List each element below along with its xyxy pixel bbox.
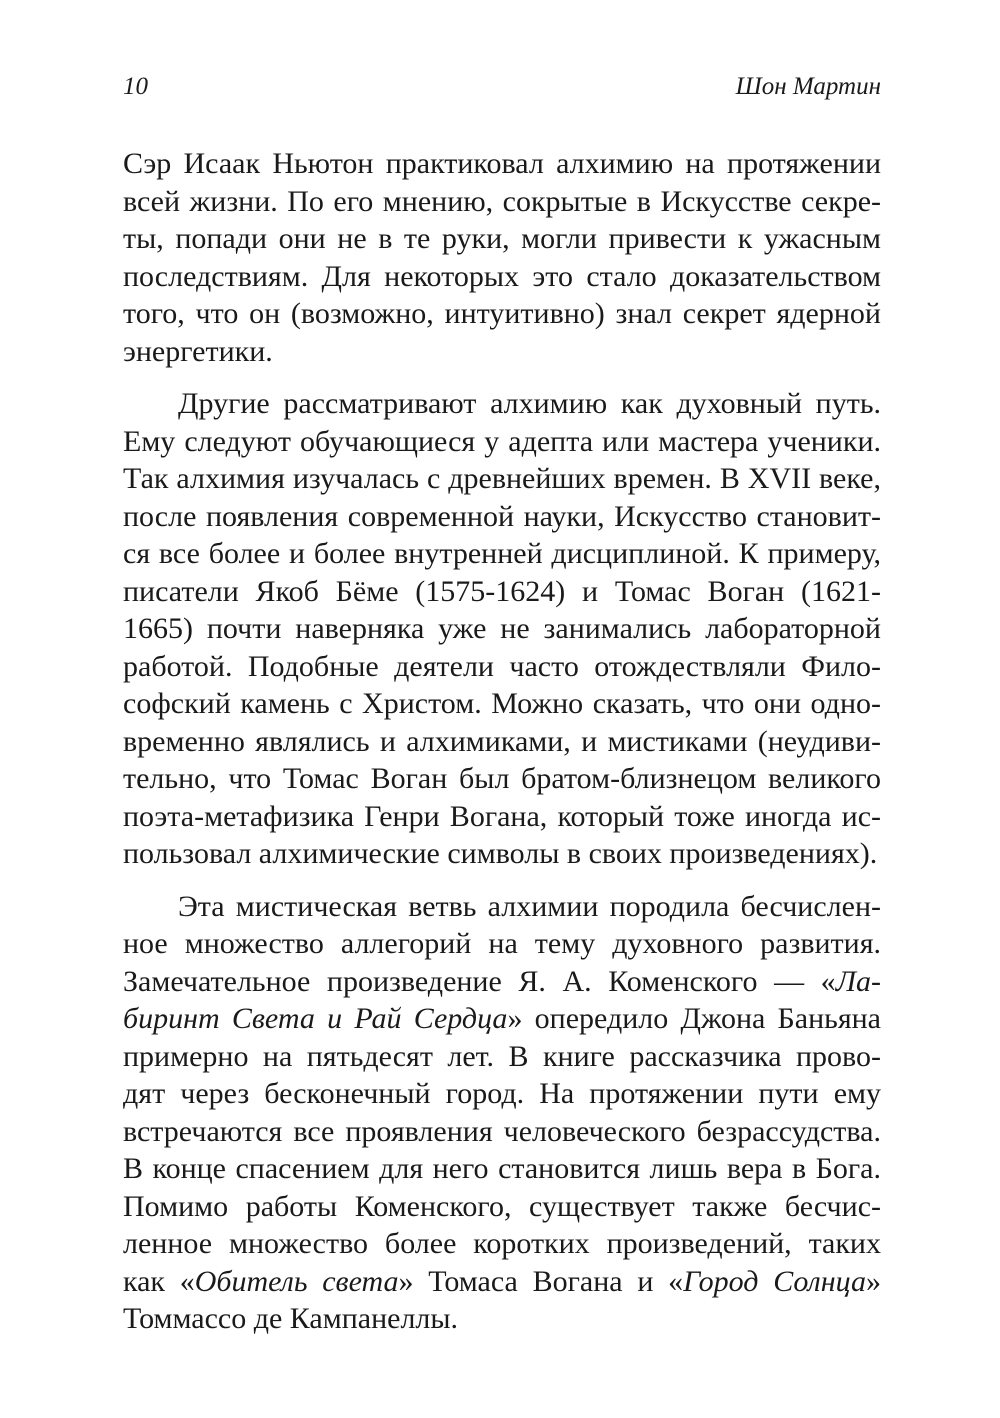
italic-title-segment: биринт Света и Рай Сердца [123, 1002, 508, 1035]
text-segment: 1665) почти наверняка уже не занимались лабораторной [123, 612, 881, 645]
text-line [123, 460, 881, 498]
text-segment: ное множество аллегорий на тему духовного развития. [123, 927, 881, 960]
text-segment: Помимо работы Коменского, существует также бесчис- [123, 1189, 881, 1223]
text-line [123, 760, 881, 798]
paragraph [123, 145, 881, 370]
text-segment: после появления современной науки, Искусство становит- [123, 499, 881, 533]
text-line [123, 1225, 881, 1263]
text-line [123, 685, 881, 723]
text-segment: дят через бесконечный город. На протяжении пути ему [123, 1077, 881, 1110]
paragraph [123, 385, 881, 873]
text-line [123, 573, 881, 611]
running-header [123, 70, 881, 104]
text-line [123, 535, 881, 573]
text-segment: ся все более и более внутренней дисциплиной. К примеру, [123, 537, 881, 570]
text-line [123, 385, 881, 423]
text-segment: как « [123, 1264, 195, 1298]
page-number: 10 [123, 73, 148, 100]
text-line [123, 723, 881, 761]
body-text [123, 145, 881, 1338]
text-segment: встречаются все проявления человеческого безрассудства. [123, 1114, 881, 1148]
text-segment: Сэр Исаак Ньютон практиковал алхимию на протяжении [123, 147, 881, 180]
text-line [123, 183, 881, 221]
text-segment: Ему следуют обучающиеся у адепта или мастера ученики. [123, 424, 881, 458]
text-segment: последствиям. Для некоторых это стало доказательством [123, 259, 881, 293]
text-line [123, 1188, 881, 1226]
text-segment: примерно на пятьдесят лет. В книге рассказчика прово- [123, 1039, 881, 1073]
paragraph [123, 888, 881, 1338]
text-segment: Так алхимия изучалась с древнейших времен. В XVII веке, [123, 462, 881, 495]
paragraph-gap [123, 873, 881, 888]
text-line [123, 925, 881, 963]
text-line [123, 835, 881, 873]
paragraph-gap [123, 370, 881, 385]
text-line [123, 145, 881, 183]
text-line [123, 498, 881, 536]
text-segment: Замечательное произведение Я. А. Коменского — « [123, 964, 836, 998]
text-line [123, 610, 881, 648]
text-segment: поэта-метафизика Генри Вогана, который тоже иногда ис- [123, 799, 881, 833]
text-segment: работой. Подобные деятели часто отождествляли Фило- [123, 649, 881, 683]
text-segment: Другие рассматривают алхимию как духовный путь. [178, 387, 881, 420]
text-line [123, 1113, 881, 1151]
text-segment: всей жизни. По его мнению, сокрытые в Искусстве секре- [123, 184, 881, 218]
text-segment: В конце спасением для него становится лишь вера в Бога. [123, 1152, 881, 1185]
text-line [123, 333, 881, 371]
text-line [123, 1300, 881, 1338]
text-segment: Эта мистическая ветвь алхимии породила бесчислен- [178, 889, 881, 923]
text-line [123, 220, 881, 258]
text-segment: писатели Якоб Бёме (1575-1624) и Томас Воган (1621- [123, 574, 881, 608]
text-line [123, 295, 881, 333]
text-line [123, 648, 881, 686]
text-segment: » [866, 1264, 881, 1298]
text-line [123, 888, 881, 926]
text-segment: пользовал алхимические символы в своих произведениях). [123, 837, 878, 870]
text-line [123, 423, 881, 461]
text-line [123, 258, 881, 296]
text-segment: временно являлись и алхимиками, и мистиками (неудиви- [123, 724, 881, 758]
text-segment: ты, попади они не в те руки, могли привести к ужасным [123, 222, 881, 255]
text-segment: тельно, что Томас Воган был братом-близнецом великого [123, 762, 881, 795]
text-line [123, 1075, 881, 1113]
text-line [123, 1038, 881, 1076]
text-line [123, 1150, 881, 1188]
text-segment: того, что он (возможно, интуитивно) знал секрет ядерной [123, 297, 881, 330]
text-segment: энергетики. [123, 334, 273, 368]
text-segment: » Томаса Вогана и « [398, 1264, 684, 1298]
text-segment: » опередило Джона Баньяна [507, 1002, 881, 1035]
italic-title-segment: Обитель света [194, 1264, 399, 1298]
italic-title-segment: Ла- [835, 964, 881, 998]
running-title: Шон Мартин [735, 73, 881, 100]
text-line [123, 798, 881, 836]
italic-title-segment: Город Солнца [683, 1264, 867, 1298]
text-segment: Томмассо де Кампанеллы. [123, 1302, 459, 1335]
text-line [123, 1263, 881, 1301]
text-segment: ленное множество более коротких произведений, таких [123, 1227, 881, 1260]
text-line [123, 1000, 881, 1038]
text-segment: софский камень с Христом. Можно сказать, что они одно- [123, 687, 881, 720]
text-line [123, 963, 881, 1001]
